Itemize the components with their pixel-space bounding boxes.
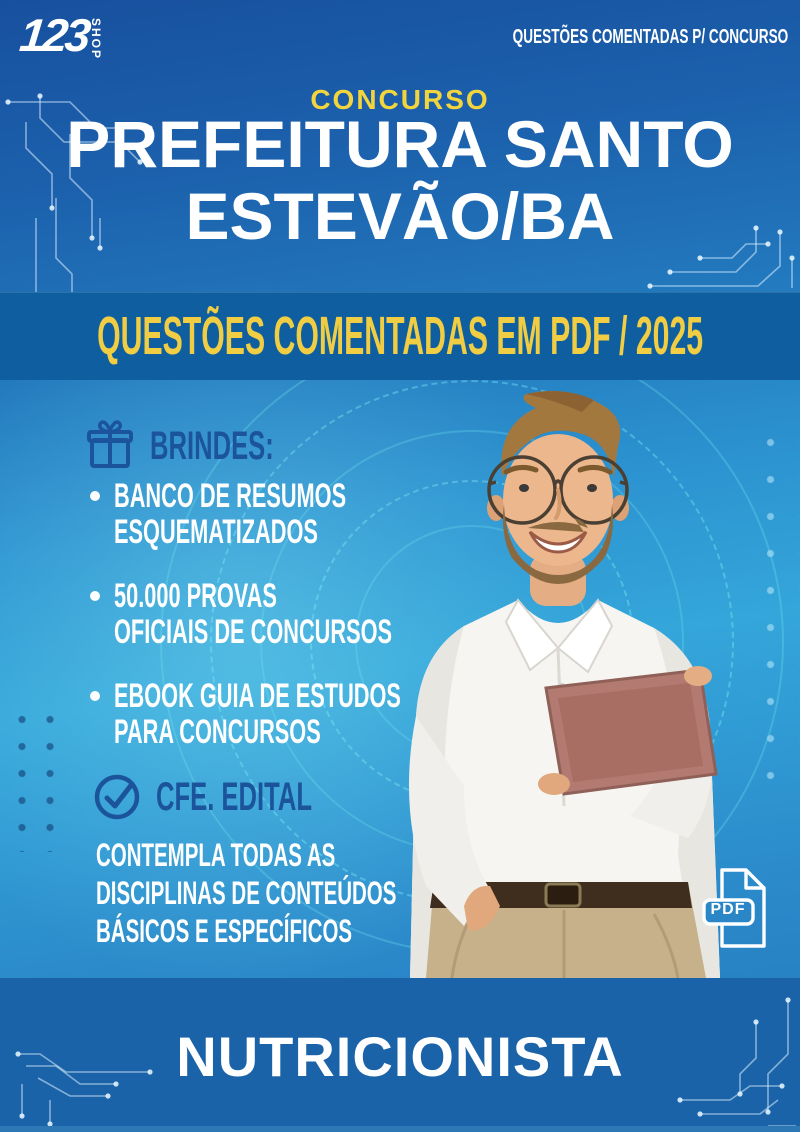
bullet-icon [90,491,100,501]
brindes-heading: BRINDES: [150,423,274,468]
list-item: 50.000 PROVAS OFICIAIS DE CONCURSOS [90,578,490,650]
check-circle-icon [92,772,142,822]
shop-logo [17,9,103,61]
top-tagline: QUESTÕES COMENTADAS P/ CONCURSO [512,26,788,48]
pdf-badge [700,864,778,952]
list-item: EBOOK GUIA DE ESTUDOS PARA CONCURSOS [90,678,490,750]
bullet-icon [90,691,100,701]
list-item: BANCO DE RESUMOS ESQUEMATIZADOS [90,478,490,550]
brindes-header [84,420,343,472]
kicker-concurso: CONCURSO [310,84,490,115]
edital-description: CONTEMPLA TODAS AS DISCIPLINAS DE CONTEÚDOS BÁSICOS E ESPECÍFICOS [96,837,397,949]
edition-banner-text: QUESTÕES COMENTADAS EM PDF / 2025 [96,306,704,366]
edition-banner [0,292,800,380]
gift-icon [84,420,136,472]
title-line1: PREFEITURA SANTO [66,107,734,181]
bullet-icon [90,591,100,601]
job-role-title: NUTRICIONISTA [176,1025,624,1088]
dot-grid-left [4,702,64,852]
title-line2: ESTEVÃO/BA [185,179,615,253]
pdf-label: PDF [710,901,746,918]
logo-number: 123 [17,9,91,61]
page-title [0,108,800,252]
footer-band [0,978,800,1132]
edital-heading: CFE. EDITAL [156,774,312,819]
edital-header [92,772,400,822]
brindes-list [90,478,490,778]
bottom-edge-strip [0,1126,800,1132]
logo-word: SHOP [88,18,103,61]
